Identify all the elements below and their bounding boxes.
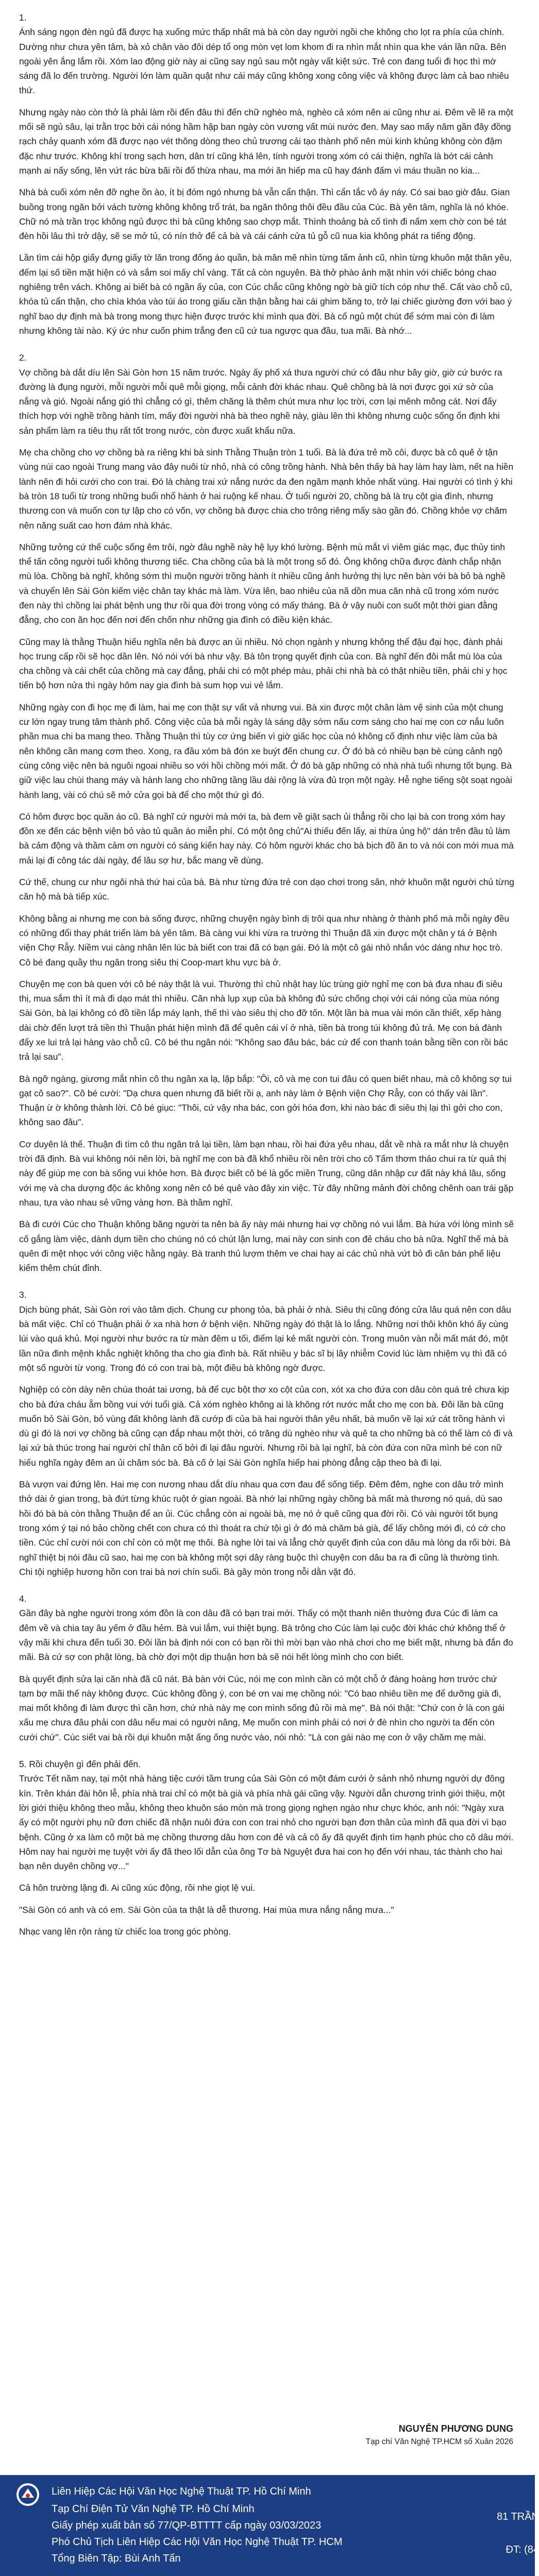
paragraph: Gần đây bà nghe người trong xóm đồn là con dâu đã có bạn trai mới. Thấy có một thanh niên thường đưa Cúc đi làm ca đêm về và chia tay âu yếm ở đầu hẻm. Bà vui lắm, vui thiệt bụng. Bà trông cho Cúc làm lại cuộc đời khác chứ không thể ở vậy mãi khi chưa đến tuổi 30. Đôi lần bà định nói con có bạn rồi thì mời bạn vào nhà chơi cho mẹ biết mặt, nhưng bà đắn đo mãi. Bà cứ sợ con phật lòng, bà chờ đợi một dịp thuận hơn bà sẽ nói hết lòng mình cho con biết. [19, 1608, 513, 1663]
paragraph: "Sài Gòn có anh và có em. Sài Gòn của ta thật là dễ thương. Hai mùa mưa nắng nắng mưa..." [19, 1904, 394, 1915]
paragraph: Trước Tết năm nay, tại một nhà hàng tiệc cưới tầm trung của Sài Gòn có một đám cưới ở sảnh nhỏ nhưng người dự đông kín. Trên khán đài hôn lễ, phía nhà trai chỉ có một bà già và phía nhà gái cũng vậy. Người dẫn chương trình giới thiệu, một lời giới thiệu không theo mẫu, không theo khuôn sáo mòn mà trong giọng nghẹn ngào như chực khóc, anh nói: "Ngày xưa ấy có một người phụ nữ đơn chiếc đã nhận nuôi đứa con con trai nhỏ cho người bạn đơn thân của mình đã qua đời vì bạo bệnh. Cũng ở xa làm cô một bà mẹ chồng thương dâu hơn con đẻ và cả cô ấy đã quyết định tìm hạnh phúc cho cô dâu mới. Hôm nay hai người mẹ tuyệt vời ấy đã theo lối dẫn của ông Tơ bà Nguyệt đưa hai con họ đến với nhau, tác thành cho hai bạn nên duyên chồng vợ..." [19, 1773, 514, 1872]
paragraph: Vợ chồng bà dắt díu lên Sài Gòn hơn 15 năm trước. Ngày ấy phố xá thưa người chứ có đâu như bây giờ, giờ cứ bước ra đường là đụng người, mỗi người mỗi quê mỗi giọng, mỗi cảnh đời khác nhau. Quê chồng bà là nơi được gọi xứ sở của nắng và gió. Ngoài nắng gió thì chẳng có gì, thêm chăng là thêm chút mưa như lọc trời, cơn lại mênh mông cát. Nơi đấy thích hợp với nghề trồng hành tím, mấy đời người nhà bà theo nghề này, giàu lên thì không nhưng cuộc sống ổn định khi sản phẩm làm ra tiêu thụ rất tốt trong nước, còn được xuất khẩu nữa. [19, 367, 502, 436]
paragraph: Cứ thế, chung cư như ngôi nhà thứ hai của bà. Bà như từng đứa trẻ con dạo chơi trong sân, nhớ khuôn mặt người chủ từng căn hộ mà bà tiếp xúc. [19, 877, 514, 902]
source-line: Tạp chí Văn Nghệ TP.HCM số Xuân 2026 [365, 2437, 513, 2446]
footer-org: Liên Hiệp Các Hội Văn Học Nghệ Thuật TP. Hồ Chí Minh [52, 2486, 311, 2497]
paragraph: Bà ngỡ ngàng, giương mắt nhìn cô thu ngân xa lạ, lặp bắp: "Ôi, cô và mẹ con tui đâu có quen biết nhau, mà cô không sợ tui gạt cô sao?". Cô bé cười: "Dạ chưa quen nhưng đã biết rồi ạ, anh này làm ở Bệnh viện Chợ Rẫy, con có thấy vài lần". Thuận ừ ờ không thành lời. Cô bé giục: "Thôi, cứ vậy nha bác, con gởi hóa đơn, khi nào bác đi siêu thị lại thì gởi cho con, không sao đâu". [19, 1073, 512, 1128]
paragraph: Bà đi cưới Cúc cho Thuận không băng người ta nên bà ấy này mái nhưng hai vợ chồng nó vui lắm. Bà hứa với lòng mình sẽ cố gắng làm việc, dành dụm tiền cho chúng nó có chút lận lưng, mai này con sinh con đẻ cháu cho bà nữa. Nghĩ thế mà bà quên đi mệt nhọc với công việc hằng ngày. Bà tranh thủ lượm thêm ve chai hay ai các chủ nhà vứt bỏ đi cân bán phế liệu kiếm thêm chút đỉnh. [19, 1219, 514, 1274]
paragraph: Có hôm được bọc quần áo cũ. Bà nghĩ cứ người mà mới ta, bà đem về giặt sạch ủi thẳng rồi cho lại bà con trong xóm hay đồn xe đến các bệnh viện bỏ vào tủ quần áo miễn phí. Có một ông chủ"Ai thiếu đến lấy, ai thừa ủng hộ" dán trên đầu tủ làm bà cảm động và thầm cảm ơn người có sáng kiến hay này. Có hôm người khác cho bà bịch đồ ăn to và nói con mới mua mà mải lại đi công tác dài ngày, để lâu sợ hư, bắc mang về dùng. [19, 811, 514, 866]
paragraph: Cũng may là thằng Thuận hiếu nghĩa nên bà được an ủi nhiều. Nó chọn ngành y nhưng không thể đậu đại học, đành phải học trung cấp rồi sẽ học dần lên. Nó nói với bà như vậy. Bà tôn trọng quyết định của con. Bà nghĩ đến đôi mắt mù lòa của cha chồng và cái chết của chồng mà cay đắng, phải chi có một phép màu, phải chi nhà bà có thật nhiều tiền, phải chi y học tiến bộ hơn nửa thì ngày hôm nay gia đình bà sum họp vui vẻ lắm. [19, 636, 508, 691]
footer-magazine: Tạp Chí Điện Tử Văn Nghệ TP. Hồ Chí Minh [52, 2503, 255, 2515]
footer-vice-chair: Phó Chủ Tịch Liên Hiệp Các Hội Văn Học Nghệ Thuật TP. HCM [52, 2536, 343, 2548]
section-number: 4. [19, 1594, 27, 1604]
paragraph: Lần tìm cái hộp giấy đựng giấy tờ lăn trong đống áo quần, bà mân mê nhìn từng tấm ảnh cũ, nhìn từng khuôn mặt thân yêu, đếm lại số tiền mặt hiện có và sắm soi mấy chỉ vàng. Tất cả còn nguyên. Bà thở phào ảnh mặt nhìn với chiếc bóng chao nghiêng trên vách. Không ai biết bà có ngần ấy của, con Cúc chắc cũng không ngờ bà giữ tích cóp như thế. Cất vào chỗ cũ, khóa tủ cẩn thận, cho chìa khóa vào túi áo trong giấu cần thận bằng hai cái ghim băng to, trở lại chiếc giường đơn với bao ý nghĩ bao dự định mà bà trong mong thực hiện được trước khi mình qua đời. Bà cố ngủ một chút để sớm mai còn đi làm nhưng không tài nào. Ký ức như cuốn phim trắng đen cũ cứ tua ngược qua đầu, tua mãi. Bà nhớ... [19, 252, 513, 336]
footer-address: 81 TRẦN [497, 2511, 539, 2522]
paragraph: Bà quyết định sửa lại căn nhà đã cũ nát. Bà bàn với Cúc, nói mẹ con mình cần có một chỗ ở đàng hoàng hơn trước chứ tạm bợ mãi thế này không được. Cúc không đồng ý, con bé ơn vai mẹ chồng nói: "Có bao nhiêu tiền mẹ để dưỡng già đi, mai mốt không đi làm được thì cần hơn, chứ nhà này mẹ con mình sống đủ rồi mà mẹ". Bà nói thật: "Chứ con ở là con gái xấu mẹ chưa đâu phải con dâu nếu mai có người nâng, Mẹ muốn con mình phải có nơi ở đè nhìn cho người ta đến còn cưới chứ". Cúc siết vai bà rồi dụi khuôn mặt ấng ống nước vào, nói nhỏ: "Là con gái nào mẹ con ở vậy chăm mẹ mài. [19, 1673, 504, 1742]
paragraph: Ánh sáng ngọn đèn ngủ đã được hạ xuống mức thấp nhất mà bà còn day người ngồi che không cho lọt ra phía của chính. Dường như chưa yên tâm, bà xỏ chân vào đôi dép tổ ong mòn vẹt lom khom đi ra nhìn mắt nhìn qua khe ván lần nữa. Bên ngoài yên ắng lắm rồi. Xóm lao động giờ này ai cũng say ngủ sau một ngày vất kiệt sức. Trẻ con đang tuổi đi học thì mờ sáng đã lo đến trường. Người lớn làm quần quật như cái máy cũng không xong công việc và không được làm cả bao nhiêu thứ. [19, 27, 509, 96]
signature-block [0, 2421, 513, 2448]
paragraph: Mẹ cha chồng cho vợ chồng bà ra riêng khi bà sinh Thằng Thuận tròn 1 tuổi. Bà là đứa trẻ mồ côi, được bà cô quê ở tận vùng núi cao ngoài Trung mang vào đây nuôi từ nhỏ, nhà có công trồng hành. Nhà bên thấy bà hay làm hay làm, nết na hiền lành nên đi hỏi cưới cho con trai. Đó là chàng trai xứ nắng nước da đen ngăm mạnh khỏe nhất vùng. Hai người có tình ý khi bà tròn 18 tuổi từ trong những buổi nhổ hành ở hai ruộng kế nhau. Ở tuổi người 20, chồng bà là trụ cột gia đình, nhưng thương con và muốn con tự lập cho có vốn, vợ chồng bà được chia cho trông riêng mấy sào gần đó. Chồng khỏe vợ chăm nên năng suất cao hơn đám nhà khác. [19, 447, 514, 531]
footer-phone: ĐT: (84 [506, 2544, 539, 2555]
section-number: 5. Rồi chuyện gì đến phải đến. [19, 1759, 141, 1770]
section-number: 3. [19, 1290, 27, 1300]
paragraph: Những tưởng cứ thế cuộc sống êm trôi, ngờ đâu nghề này hệ lụy khó lường. Bệnh mù mắt vì viêm giác mạc, đục thủy tinh thể tấn công người tuổi không thương tiếc. Cha chồng của bà là một trong số đó. Ông không chữa được đành chắp nhận mù lòa. Chồng bà nghĩ, không sớm thì muộn người trồng hành ít nhiều cũng ảnh hưởng thị lực nên bàn với bà bỏ bà nghề và chuyển lên Sài Gòn kiếm việc chân tay khác mà làm. Vừa lên, bao nhiêu của nã dồn mua căn nhà cũ trong xóm nước đen này thì chồng lại phát bệnh ung thư rồi qua đời trong vòng có mấy tháng. Bà ở vậy nuôi con suốt một thời gian đằng đẵng, cho con ăn học đến nơi đến chốn như những gia đình có điều kiện khác. [19, 541, 506, 625]
paragraph: Nghiệp có còn dày nên chúa thoát tai ương, bà để cục bột thơ xo cột của con, xót xa cho đứa con dâu còn quá trẻ chưa kịp cho bà đứa cháu ẵm bồng vui với tuổi già. Cả xóm nghèo không ai là không rớt nước mắt cho mẹ con bà. Đôi lần bà cũng muốn bỏ Sài Gòn, bỏ vùng đất không lành đã cướp đi của bà hai người thân yêu nhất, bà muốn về lại xứ cát trồng hành vì dù gì đó là nơi vợ chồng bà cũng cạn đắp nhau một thời, có trăng dù nghèo như và quê ta cho những bà có thể làm có đi và lại xứ bà thúc trong hai người chỉ thân cố bởi đi lại đâu người. Nhưng rồi bà lại nghĩ, bà còn đứa con nữa mình bé con nữ hiếu nghĩa ngày đêm an ủi chăm sóc bà. Bà cố ở lại Sài Gòn nghĩa hiếp hai phòng đẳng cập theo bà đi lại. [19, 1384, 513, 1468]
paragraph: Những ngày con đi học mẹ đi làm, hai mẹ con thật sự vất vả nhưng vui. Bà xin được một chân làm vệ sinh của một chung cư lớn ngay trung tâm thành phố. Công việc của bà mỗi ngày là sáng dậy sớm nấu cơm sáng cho hai mẹ con cơ nắu luôn phần mua chi ba mang theo. Thằng Thuận thì tùy cơ ứng biến vì giờ giấc học của nó không cố định như việc làm của bà nên không cần mang cơm theo. Xong, ra đầu xóm bà đón xe buýt đến chung cư. Ở đó bà có nhiều bạn bè cùng cảnh ngộ cùng công việc nên bà nguôi ngoai nhiều so với hồi chồng mới mất. Ở đó bà gặp những có nhà nhà tuổi nhưng tốt bụng. Bà giữ việc lau chùi thang máy và hành lang cho những tầng lầu dài rộng là vừa đủ trọn một ngày. Hễ nghe tiếng sột soạt ngoài hành lang, vài có chú sẽ mở cửa gọi bà để cho một thứ gì đó. [19, 702, 512, 800]
paragraph: Cơ duyên là thế. Thuận đi tìm cô thu ngân trả lại tiền, làm bạn nhau, rồi hai đứa yêu nhau, dắt về nhà ra mắt như là chuyện trời đã định. Bà vui không nói nên lời, bà nghĩ mẹ con bà đã khổ nhiều rồi nên trời cho cô Tấm thơm thảo chui ra từ quả thị này để giúp mẹ con bà sống vui khỏe hơn. Bà được biết cô bé là gốc miền Trung, cũng dân nhập cư đất này khá lâu, sống với mẹ và cha dượng độc ác không xong nên cô bé quê vào đây xin việc. Từ đây những mảnh đời chông chênh oan trái gặp nhau, tựa vào nhau sẻ vững vàng hơn. Bà thầm nghĩ. [19, 1139, 514, 1208]
footer-editor: Tổng Biên Tập: Bùi Anh Tấn [52, 2553, 181, 2564]
author-name: NGUYỄN PHƯƠNG DUNG [398, 2424, 513, 2434]
paragraph: Dịch bùng phát, Sài Gòn rơi vào tâm dịch. Chung cư phong tỏa, bà phải ở nhà. Siêu thị cũng đóng cửa lâu quá nên con dâu bà mất việc. Chỉ có Thuận phải ở xa nhà hơn ở bệnh viện. Những ngày đó thật là lo lắng. Những nơi thôi khôn khó ấy cùng lúi vào quá khủ. Mọi người như bước ra từ màn đêm u tối, điểm lại kẻ mất người còn. Trong muôn vàn nỗi mất mát đó, một lần nữa đinh mệnh khắc nghiệt không tha cho gia đình bà. Rất nhiều y bác sĩ bị lây nhiễm Covid lúc làm nhiệm vụ thì đã có một số người từ vong. Trong đó có con trai bà, một điều bà không ngờ được. [19, 1304, 511, 1373]
paragraph: Cả hôn trường lặng đi. Ai cũng xúc động, rồi nhe giọt lệ vui. [19, 1883, 256, 1893]
site-footer [0, 2475, 539, 2576]
paragraph: Chuyện mẹ con bà quen với cô bé này thật là vui. Thường thì chủ nhật hay lúc trùng giờ nghỉ mẹ con bà đưa nhau đi siêu thị, mua sắm thì ít mà đi dạo mát thì nhiều. Căn nhà lụp xụp của bà không đủ sức chống chọi với cái nóng của mùa nóng Sài Gòn, bà lại không có đồ tiền lắp máy lạnh, thế thì vào siêu thị cho đỡ tốn. Một lần bà mua vài món cần thiết, xếp hàng dài chờ đến lượt trả tiền thì Thuận phát hiện mình đã để quên cái ví ở nhà, tiền bà trong túi không đủ trả. Mẹ con bà đành đẩy xe lui trả lại hàng vào chỗ cũ. Cô bé thu ngân nói: "Không sao đâu bác, bác cứ để con thanh toán bằng tiền con rồi bác trả lại sau". [19, 978, 508, 1062]
footer-license: Giấy phép xuất bản số 77/QP-BTTTT cấp ngày 03/03/2023 [52, 2520, 322, 2531]
section-number: 2. [19, 352, 27, 363]
section-number: 1. [19, 12, 27, 23]
paragraph: Bà vượn vai đứng lên. Hai mẹ con nương nhau dắt díu nhau qua cơn đau để sống tiếp. Đêm đêm, nghe con dâu trở mình thở dài ở gian trong, bà đứt từng khúc ruột ở gian ngoài. Bà nhớ lại những ngày chồng bà mất mà thương nó quá, dù sao hồi đó bà bà còn thằng Thuận để an ủi. Cúc chẳng còn ai ngoài bà, mẹ nó ở quê cũng qua đời rồi. Có vài người tốt bụng trong xóm ý tại nó bảo chồng chết con chưa có thì thoát ra chứ tội gì ở đó mà chăm bà già, để lấy chồng mới đi, có cớ cho tiền. Cúc chỉ cười nói con chỉ còn có một mẹ thôi. Bà nghe lời tai và lẳng chờ quyết định của con dâu mà lòng da rối bời. Bà nghĩ thiệt bị nói đâu cũ sao, hai mẹ con bà không một sợi dây ràng buộc thì chuyện con dâu ba ra đi cũng là thường tình. Chi tội nghiệp hương hồn con trai bà nơi chín suối. Bà gây mòn trong nỗi dằn vặt đó. [19, 1479, 511, 1577]
paragraph: Nhà bà cuối xóm nên đỡ nghe ồn ào, ít bị đóm ngó nhưng bà vẫn cẩn thận. Thì cẩn tắc vô áy náy. Có sai bao giờ đâu. Gian buồng trong ngăn bởi vách tường không không trổ trát, ba ngăn thông thôi đều đầu của Cúc. Bà yên tâm, nghĩa là nó khóe. Chữ nó mà trần trọc không ngủ được thì bà cũng không sao chợp mắt. Thình thoảng bà cố tình đi nấm xem chờ con bé tát đèn hồi lâu thì trở dậy, sẽ se mở tủ, có nín thở để cả bà và cái cánh cửa tủ gỗ cũ nua kia không phát ra tiếng động. [19, 187, 510, 242]
paragraph: Nhưng ngày nào còn thở là phải làm rồi đến đâu thì đến chữ nghèo mà, nghèo cả xóm nên ai cũng như ai. Đêm về lẽ ra một mối sẽ ngủ sâu, lại trằn trọc bởi cái nóng hầm hập ban ngày còn vương vất mùi nước đen. May sao mấy năm gần đây đồng rạch chảy quanh xóm đã được nạo vét thông dòng theo chủ trương cải tạo thành phố nên mùi kinh khủng không còn đậm đặc như trước. Không khí trong sạch hơn, dân trí cũng khá lên, tính người trong xóm có cái thiện, nghĩa là bớt cái cảnh mạnh ai nấy sống, lên vứt rác bừa bãi rồi đổ thừa nhau, ma mới ăn hiếp ma cũ hay đánh đấm vì máu thuần no kia... [19, 107, 513, 176]
publisher-logo-icon[interactable] [15, 2482, 40, 2507]
paragraph: Không bằng ai nhưng mẹ con bà sống được, những chuyện ngày bình dị trôi qua như nhàng ở thành phố mà mỗi ngày đều có những đổi thay phát triển làm bà yên tâm. Bà càng vui khi vừa ra trường thì Thuận đã xin được một chân y tá ở Bệnh viện Chợ Rẫy. Niềm vui càng nhân lên lúc bà biết con trai đã có bạn gái. Đó là một cô gái nhỏ nhắn vóc dáng như học trò. Cô bé đang quầy thu ngân trong siêu thị Coop-mart khu vực bà ở. [19, 913, 510, 968]
paragraph: Nhạc vang lên rộn ràng từ chiếc loa trong góc phòng. [19, 1926, 231, 1937]
